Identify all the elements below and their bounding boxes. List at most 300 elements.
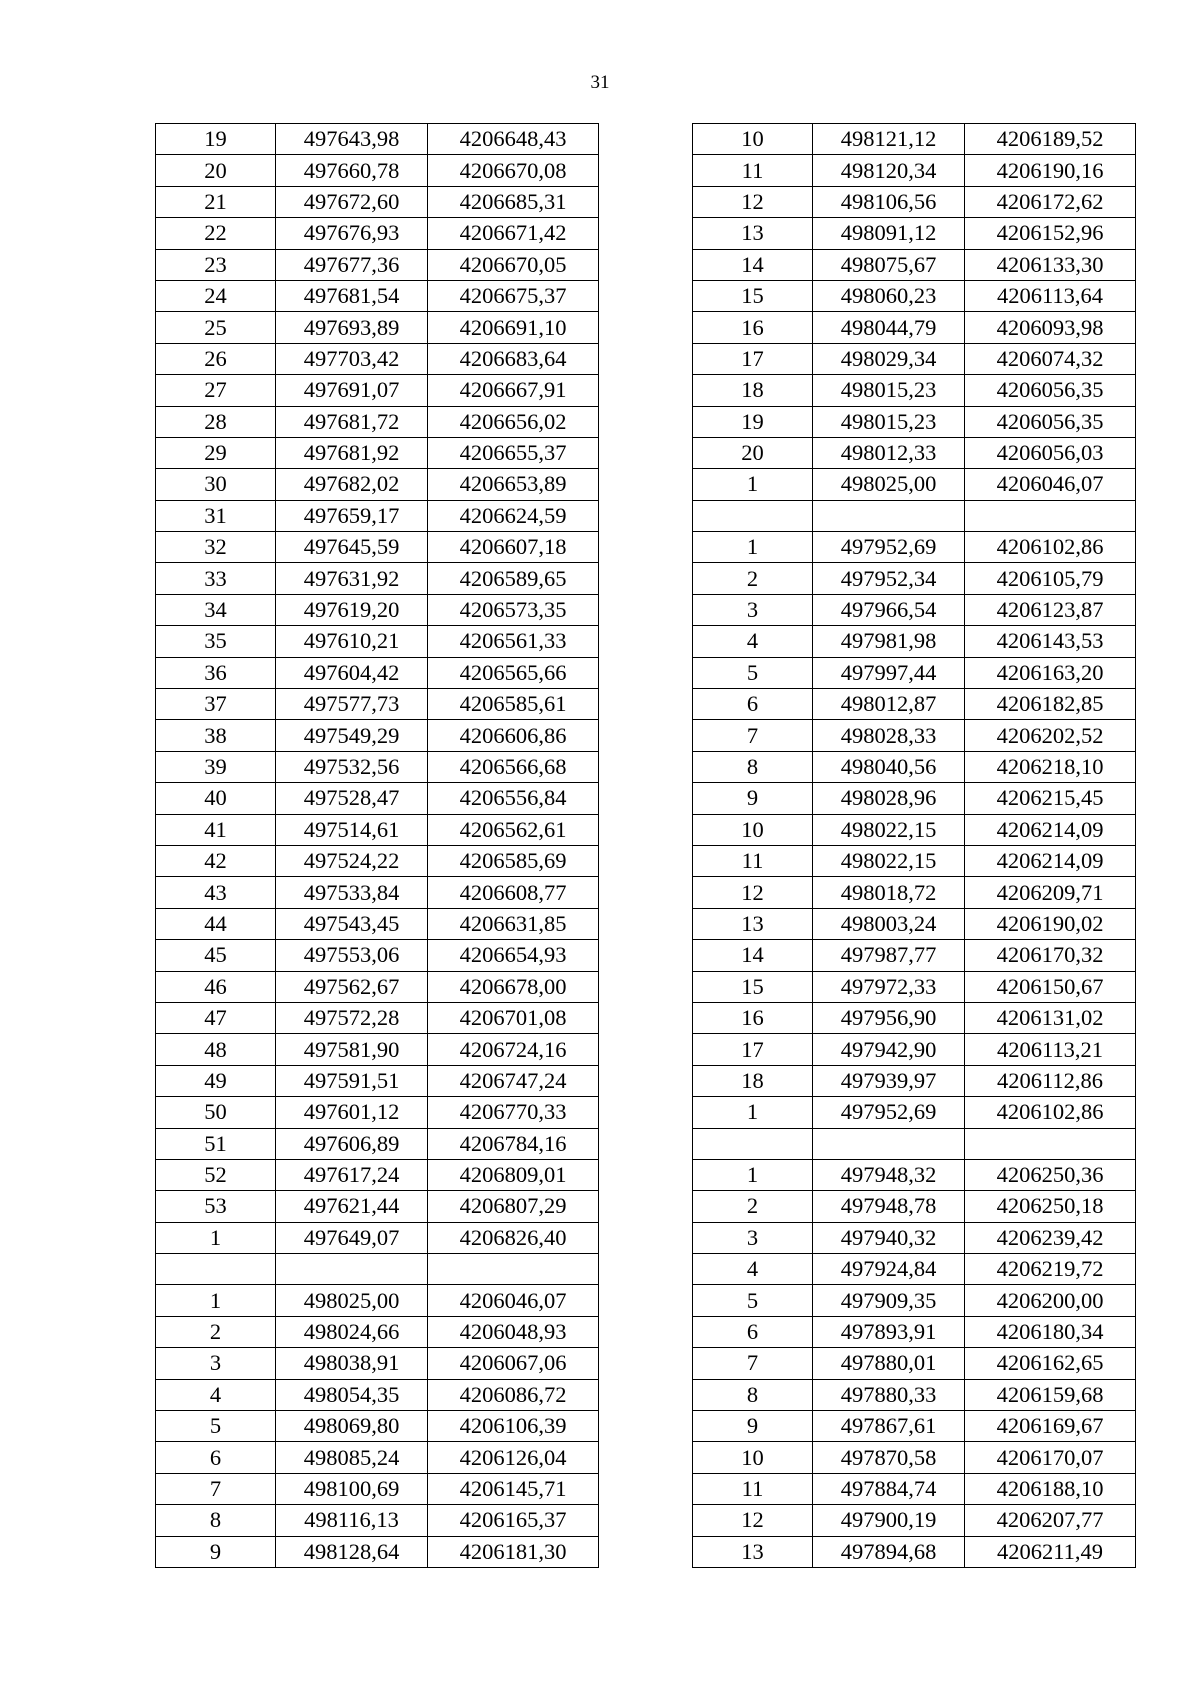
x-coordinate-cell: 497610,21 xyxy=(276,626,428,657)
point-number-cell: 17 xyxy=(693,343,813,374)
x-coordinate-cell: 498012,33 xyxy=(813,437,965,468)
x-coordinate-cell: 498128,64 xyxy=(276,1536,428,1567)
point-number-cell: 9 xyxy=(693,1411,813,1442)
table-row xyxy=(693,877,1136,908)
x-coordinate-cell: 498085,24 xyxy=(276,1442,428,1473)
table-row xyxy=(156,751,599,782)
table-row xyxy=(156,657,599,688)
point-number-cell: 29 xyxy=(156,437,276,468)
x-coordinate-cell: 497672,60 xyxy=(276,186,428,217)
x-coordinate-cell: 498022,15 xyxy=(813,845,965,876)
y-coordinate-cell: 4206561,33 xyxy=(428,626,599,657)
table-row xyxy=(156,1442,599,1473)
point-number-cell: 38 xyxy=(156,720,276,751)
x-coordinate-cell: 497619,20 xyxy=(276,594,428,625)
x-coordinate-cell: 497703,42 xyxy=(276,343,428,374)
point-number-cell: 18 xyxy=(693,1065,813,1096)
table-row xyxy=(693,626,1136,657)
y-coordinate-cell: 4206046,07 xyxy=(428,1285,599,1316)
table-row xyxy=(156,1097,599,1128)
point-number-cell: 37 xyxy=(156,689,276,720)
y-coordinate-cell: 4206606,86 xyxy=(428,720,599,751)
table-row xyxy=(693,406,1136,437)
x-coordinate-cell: 498028,96 xyxy=(813,783,965,814)
point-number-cell: 9 xyxy=(693,783,813,814)
x-coordinate-cell: 498091,12 xyxy=(813,218,965,249)
x-coordinate-cell: 497606,89 xyxy=(276,1128,428,1159)
y-coordinate-cell: 4206589,65 xyxy=(428,563,599,594)
table-row xyxy=(156,186,599,217)
table-row xyxy=(693,1065,1136,1096)
table-row xyxy=(693,689,1136,720)
point-number-cell: 17 xyxy=(693,1034,813,1065)
point-number-cell: 16 xyxy=(693,1002,813,1033)
x-coordinate-cell: 497532,56 xyxy=(276,751,428,782)
table-row xyxy=(693,1348,1136,1379)
y-coordinate-cell: 4206211,49 xyxy=(965,1536,1136,1567)
point-number-cell: 21 xyxy=(156,186,276,217)
table-row xyxy=(156,375,599,406)
table-row xyxy=(693,1097,1136,1128)
table-row xyxy=(693,720,1136,751)
point-number-cell: 53 xyxy=(156,1191,276,1222)
point-number-cell xyxy=(693,500,813,531)
point-number-cell: 1 xyxy=(693,1097,813,1128)
y-coordinate-cell: 4206190,02 xyxy=(965,908,1136,939)
y-coordinate-cell: 4206102,86 xyxy=(965,1097,1136,1128)
table-row xyxy=(156,1505,599,1536)
point-number-cell: 46 xyxy=(156,971,276,1002)
y-coordinate-cell: 4206131,02 xyxy=(965,1002,1136,1033)
point-number-cell: 35 xyxy=(156,626,276,657)
table-row xyxy=(156,1034,599,1065)
x-coordinate-cell: 497884,74 xyxy=(813,1473,965,1504)
y-coordinate-cell: 4206770,33 xyxy=(428,1097,599,1128)
y-coordinate-cell: 4206701,08 xyxy=(428,1002,599,1033)
x-coordinate-cell: 497572,28 xyxy=(276,1002,428,1033)
y-coordinate-cell: 4206189,52 xyxy=(965,124,1136,155)
y-coordinate-cell: 4206056,35 xyxy=(965,406,1136,437)
point-number-cell: 2 xyxy=(156,1316,276,1347)
point-number-cell: 11 xyxy=(693,155,813,186)
x-coordinate-cell: 498024,66 xyxy=(276,1316,428,1347)
x-coordinate-cell: 497939,97 xyxy=(813,1065,965,1096)
y-coordinate-cell: 4206826,40 xyxy=(428,1222,599,1253)
y-coordinate-cell: 4206239,42 xyxy=(965,1222,1136,1253)
x-coordinate-cell: 497880,33 xyxy=(813,1379,965,1410)
point-number-cell: 19 xyxy=(693,406,813,437)
y-coordinate-cell: 4206747,24 xyxy=(428,1065,599,1096)
table-row xyxy=(156,626,599,657)
y-coordinate-cell: 4206162,65 xyxy=(965,1348,1136,1379)
point-number-cell: 42 xyxy=(156,845,276,876)
y-coordinate-cell: 4206656,02 xyxy=(428,406,599,437)
y-coordinate-cell: 4206675,37 xyxy=(428,280,599,311)
table-row xyxy=(156,563,599,594)
x-coordinate-cell: 497617,24 xyxy=(276,1159,428,1190)
y-coordinate-cell: 4206653,89 xyxy=(428,469,599,500)
table-row xyxy=(693,563,1136,594)
x-coordinate-cell: 497900,19 xyxy=(813,1505,965,1536)
point-number-cell: 5 xyxy=(693,657,813,688)
point-number-cell: 13 xyxy=(693,1536,813,1567)
x-coordinate-cell: 498106,56 xyxy=(813,186,965,217)
x-coordinate-cell: 497942,90 xyxy=(813,1034,965,1065)
point-number-cell: 27 xyxy=(156,375,276,406)
x-coordinate-cell: 498029,34 xyxy=(813,343,965,374)
x-coordinate-cell: 498038,91 xyxy=(276,1348,428,1379)
table-row xyxy=(156,155,599,186)
point-number-cell: 18 xyxy=(693,375,813,406)
x-coordinate-cell: 497956,90 xyxy=(813,1002,965,1033)
table-row xyxy=(156,1254,599,1285)
table-row xyxy=(693,1505,1136,1536)
table-row xyxy=(693,1316,1136,1347)
point-number-cell: 26 xyxy=(156,343,276,374)
x-coordinate-cell: 498060,23 xyxy=(813,280,965,311)
point-number-cell: 47 xyxy=(156,1002,276,1033)
y-coordinate-cell: 4206207,77 xyxy=(965,1505,1136,1536)
y-coordinate-cell: 4206670,05 xyxy=(428,249,599,280)
x-coordinate-cell: 498075,67 xyxy=(813,249,965,280)
point-number-cell: 51 xyxy=(156,1128,276,1159)
x-coordinate-cell: 497952,34 xyxy=(813,563,965,594)
table-row xyxy=(156,940,599,971)
y-coordinate-cell: 4206648,43 xyxy=(428,124,599,155)
table-row xyxy=(156,594,599,625)
x-coordinate-cell: 498015,23 xyxy=(813,406,965,437)
point-number-cell: 8 xyxy=(156,1505,276,1536)
y-coordinate-cell: 4206562,61 xyxy=(428,814,599,845)
y-coordinate-cell: 4206807,29 xyxy=(428,1191,599,1222)
table-row xyxy=(156,1473,599,1504)
table-row xyxy=(693,908,1136,939)
table-row xyxy=(693,783,1136,814)
table-row xyxy=(156,469,599,500)
table-row xyxy=(156,1128,599,1159)
table-row xyxy=(693,532,1136,563)
point-number-cell: 34 xyxy=(156,594,276,625)
table-row xyxy=(156,1379,599,1410)
y-coordinate-cell xyxy=(428,1254,599,1285)
table-row xyxy=(156,500,599,531)
x-coordinate-cell: 498025,00 xyxy=(276,1285,428,1316)
point-number-cell: 23 xyxy=(156,249,276,280)
y-coordinate-cell: 4206655,37 xyxy=(428,437,599,468)
y-coordinate-cell: 4206670,08 xyxy=(428,155,599,186)
x-coordinate-cell: 498028,33 xyxy=(813,720,965,751)
point-number-cell: 31 xyxy=(156,500,276,531)
x-coordinate-cell: 498044,79 xyxy=(813,312,965,343)
table-row xyxy=(693,469,1136,500)
point-number-cell: 1 xyxy=(693,532,813,563)
point-number-cell: 6 xyxy=(156,1442,276,1473)
x-coordinate-cell: 497677,36 xyxy=(276,249,428,280)
table-row xyxy=(156,720,599,751)
y-coordinate-cell: 4206086,72 xyxy=(428,1379,599,1410)
x-coordinate-cell: 498018,72 xyxy=(813,877,965,908)
x-coordinate-cell: 497893,91 xyxy=(813,1316,965,1347)
x-coordinate-cell: 497601,12 xyxy=(276,1097,428,1128)
y-coordinate-cell: 4206181,30 xyxy=(428,1536,599,1567)
table-row xyxy=(693,845,1136,876)
x-coordinate-cell: 497924,84 xyxy=(813,1254,965,1285)
table-row xyxy=(693,186,1136,217)
point-number-cell: 25 xyxy=(156,312,276,343)
point-number-cell: 11 xyxy=(693,1473,813,1504)
x-coordinate-cell: 498100,69 xyxy=(276,1473,428,1504)
y-coordinate-cell: 4206105,79 xyxy=(965,563,1136,594)
point-number-cell: 20 xyxy=(693,437,813,468)
y-coordinate-cell: 4206250,18 xyxy=(965,1191,1136,1222)
y-coordinate-cell: 4206102,86 xyxy=(965,532,1136,563)
y-coordinate-cell: 4206566,68 xyxy=(428,751,599,782)
x-coordinate-cell xyxy=(813,1128,965,1159)
point-number-cell: 44 xyxy=(156,908,276,939)
x-coordinate-cell: 498022,15 xyxy=(813,814,965,845)
x-coordinate-cell: 497553,06 xyxy=(276,940,428,971)
y-coordinate-cell: 4206678,00 xyxy=(428,971,599,1002)
point-number-cell: 4 xyxy=(156,1379,276,1410)
x-coordinate-cell: 497524,22 xyxy=(276,845,428,876)
point-number-cell: 13 xyxy=(693,218,813,249)
y-coordinate-cell: 4206188,10 xyxy=(965,1473,1136,1504)
table-row xyxy=(693,594,1136,625)
x-coordinate-cell: 497682,02 xyxy=(276,469,428,500)
table-row xyxy=(693,1473,1136,1504)
table-row xyxy=(693,814,1136,845)
point-number-cell: 8 xyxy=(693,1379,813,1410)
table-row xyxy=(693,1002,1136,1033)
y-coordinate-cell: 4206180,34 xyxy=(965,1316,1136,1347)
table-row xyxy=(156,845,599,876)
y-coordinate-cell: 4206163,20 xyxy=(965,657,1136,688)
table-row xyxy=(156,689,599,720)
table-row xyxy=(693,124,1136,155)
table-row xyxy=(693,280,1136,311)
x-coordinate-cell: 498040,56 xyxy=(813,751,965,782)
point-number-cell: 3 xyxy=(693,1222,813,1253)
x-coordinate-cell: 497581,90 xyxy=(276,1034,428,1065)
x-coordinate-cell: 497660,78 xyxy=(276,155,428,186)
table-row xyxy=(693,500,1136,531)
y-coordinate-cell: 4206152,96 xyxy=(965,218,1136,249)
coordinates-table-left xyxy=(155,123,599,1568)
y-coordinate-cell: 4206667,91 xyxy=(428,375,599,406)
table-row xyxy=(693,437,1136,468)
y-coordinate-cell: 4206691,10 xyxy=(428,312,599,343)
y-coordinate-cell: 4206165,37 xyxy=(428,1505,599,1536)
y-coordinate-cell: 4206218,10 xyxy=(965,751,1136,782)
point-number-cell: 11 xyxy=(693,845,813,876)
table-row xyxy=(156,343,599,374)
y-coordinate-cell: 4206573,35 xyxy=(428,594,599,625)
y-coordinate-cell: 4206170,07 xyxy=(965,1442,1136,1473)
table-row xyxy=(156,1316,599,1347)
point-number-cell: 49 xyxy=(156,1065,276,1096)
point-number-cell: 5 xyxy=(156,1411,276,1442)
point-number-cell: 2 xyxy=(693,563,813,594)
point-number-cell: 14 xyxy=(693,940,813,971)
y-coordinate-cell: 4206048,93 xyxy=(428,1316,599,1347)
point-number-cell: 3 xyxy=(156,1348,276,1379)
x-coordinate-cell: 497867,61 xyxy=(813,1411,965,1442)
table-row xyxy=(156,1191,599,1222)
y-coordinate-cell: 4206671,42 xyxy=(428,218,599,249)
x-coordinate-cell: 497543,45 xyxy=(276,908,428,939)
table-row xyxy=(156,280,599,311)
y-coordinate-cell: 4206685,31 xyxy=(428,186,599,217)
x-coordinate-cell: 497894,68 xyxy=(813,1536,965,1567)
y-coordinate-cell: 4206145,71 xyxy=(428,1473,599,1504)
table-row xyxy=(693,1254,1136,1285)
point-number-cell: 48 xyxy=(156,1034,276,1065)
point-number-cell: 15 xyxy=(693,280,813,311)
point-number-cell: 7 xyxy=(693,720,813,751)
x-coordinate-cell: 497514,61 xyxy=(276,814,428,845)
table-row xyxy=(693,375,1136,406)
x-coordinate-cell: 497880,01 xyxy=(813,1348,965,1379)
x-coordinate-cell: 497533,84 xyxy=(276,877,428,908)
table-row xyxy=(693,751,1136,782)
table-row xyxy=(156,971,599,1002)
point-number-cell: 45 xyxy=(156,940,276,971)
table-row xyxy=(693,312,1136,343)
y-coordinate-cell: 4206608,77 xyxy=(428,877,599,908)
point-number-cell: 22 xyxy=(156,218,276,249)
table-row xyxy=(156,124,599,155)
table-row xyxy=(693,1222,1136,1253)
point-number-cell: 12 xyxy=(693,186,813,217)
y-coordinate-cell: 4206784,16 xyxy=(428,1128,599,1159)
x-coordinate-cell: 497948,32 xyxy=(813,1159,965,1190)
point-number-cell: 6 xyxy=(693,689,813,720)
point-number-cell: 13 xyxy=(693,908,813,939)
x-coordinate-cell: 497972,33 xyxy=(813,971,965,1002)
point-number-cell: 9 xyxy=(156,1536,276,1567)
x-coordinate-cell: 497681,54 xyxy=(276,280,428,311)
point-number-cell: 10 xyxy=(693,814,813,845)
point-number-cell: 50 xyxy=(156,1097,276,1128)
point-number-cell: 12 xyxy=(693,877,813,908)
point-number-cell: 20 xyxy=(156,155,276,186)
y-coordinate-cell: 4206159,68 xyxy=(965,1379,1136,1410)
point-number-cell: 7 xyxy=(693,1348,813,1379)
point-number-cell: 40 xyxy=(156,783,276,814)
y-coordinate-cell: 4206214,09 xyxy=(965,845,1136,876)
x-coordinate-cell: 497631,92 xyxy=(276,563,428,594)
y-coordinate-cell: 4206809,01 xyxy=(428,1159,599,1190)
y-coordinate-cell: 4206624,59 xyxy=(428,500,599,531)
point-number-cell: 6 xyxy=(693,1316,813,1347)
y-coordinate-cell: 4206056,03 xyxy=(965,437,1136,468)
point-number-cell: 41 xyxy=(156,814,276,845)
table-row xyxy=(156,1002,599,1033)
y-coordinate-cell: 4206056,35 xyxy=(965,375,1136,406)
point-number-cell: 43 xyxy=(156,877,276,908)
x-coordinate-cell: 498012,87 xyxy=(813,689,965,720)
point-number-cell: 8 xyxy=(693,751,813,782)
x-coordinate-cell: 497591,51 xyxy=(276,1065,428,1096)
x-coordinate-cell: 497643,98 xyxy=(276,124,428,155)
y-coordinate-cell: 4206074,32 xyxy=(965,343,1136,374)
point-number-cell: 16 xyxy=(693,312,813,343)
y-coordinate-cell: 4206123,87 xyxy=(965,594,1136,625)
y-coordinate-cell: 4206093,98 xyxy=(965,312,1136,343)
point-number-cell: 36 xyxy=(156,657,276,688)
y-coordinate-cell: 4206565,66 xyxy=(428,657,599,688)
point-number-cell: 1 xyxy=(693,1159,813,1190)
table-row xyxy=(156,249,599,280)
point-number-cell: 2 xyxy=(693,1191,813,1222)
point-number-cell: 4 xyxy=(693,626,813,657)
point-number-cell: 1 xyxy=(693,469,813,500)
table-row xyxy=(156,312,599,343)
table-row xyxy=(693,657,1136,688)
x-coordinate-cell: 497676,93 xyxy=(276,218,428,249)
point-number-cell: 4 xyxy=(693,1254,813,1285)
y-coordinate-cell: 4206112,86 xyxy=(965,1065,1136,1096)
point-number-cell: 33 xyxy=(156,563,276,594)
x-coordinate-cell: 498069,80 xyxy=(276,1411,428,1442)
x-coordinate-cell: 497940,32 xyxy=(813,1222,965,1253)
y-coordinate-cell: 4206172,62 xyxy=(965,186,1136,217)
point-number-cell xyxy=(156,1254,276,1285)
table-row xyxy=(156,1159,599,1190)
x-coordinate-cell: 497952,69 xyxy=(813,532,965,563)
point-number-cell: 5 xyxy=(693,1285,813,1316)
point-number-cell: 24 xyxy=(156,280,276,311)
x-coordinate-cell: 498054,35 xyxy=(276,1379,428,1410)
point-number-cell: 52 xyxy=(156,1159,276,1190)
x-coordinate-cell: 497693,89 xyxy=(276,312,428,343)
table-row xyxy=(693,1128,1136,1159)
y-coordinate-cell: 4206202,52 xyxy=(965,720,1136,751)
table-row xyxy=(156,783,599,814)
x-coordinate-cell: 497621,44 xyxy=(276,1191,428,1222)
y-coordinate-cell: 4206170,32 xyxy=(965,940,1136,971)
point-number-cell: 1 xyxy=(156,1222,276,1253)
x-coordinate-cell: 497681,92 xyxy=(276,437,428,468)
point-number-cell: 39 xyxy=(156,751,276,782)
y-coordinate-cell: 4206133,30 xyxy=(965,249,1136,280)
y-coordinate-cell: 4206585,69 xyxy=(428,845,599,876)
y-coordinate-cell: 4206683,64 xyxy=(428,343,599,374)
point-number-cell: 19 xyxy=(156,124,276,155)
point-number-cell: 32 xyxy=(156,532,276,563)
table-row xyxy=(693,1536,1136,1567)
y-coordinate-cell: 4206631,85 xyxy=(428,908,599,939)
table-row xyxy=(156,1065,599,1096)
x-coordinate-cell: 497659,17 xyxy=(276,500,428,531)
y-coordinate-cell: 4206150,67 xyxy=(965,971,1136,1002)
y-coordinate-cell: 4206209,71 xyxy=(965,877,1136,908)
table-row xyxy=(156,814,599,845)
table-row xyxy=(156,1222,599,1253)
table-row xyxy=(156,437,599,468)
y-coordinate-cell: 4206214,09 xyxy=(965,814,1136,845)
point-number-cell: 3 xyxy=(693,594,813,625)
x-coordinate-cell: 497966,54 xyxy=(813,594,965,625)
y-coordinate-cell: 4206106,39 xyxy=(428,1411,599,1442)
x-coordinate-cell: 497562,67 xyxy=(276,971,428,1002)
x-coordinate-cell: 497987,77 xyxy=(813,940,965,971)
table-row xyxy=(693,1191,1136,1222)
x-coordinate-cell: 498015,23 xyxy=(813,375,965,406)
x-coordinate-cell: 497870,58 xyxy=(813,1442,965,1473)
y-coordinate-cell: 4206046,07 xyxy=(965,469,1136,500)
table-row xyxy=(693,940,1136,971)
